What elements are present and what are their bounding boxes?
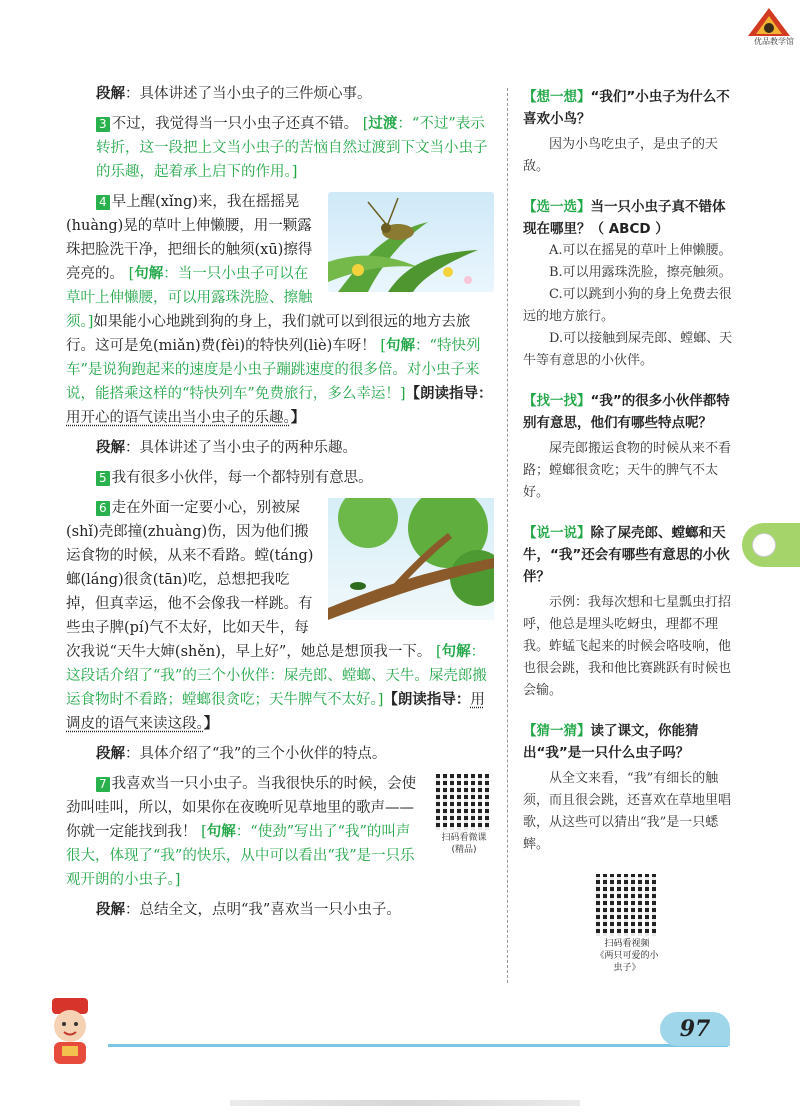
question-guess: 【猜一猜】读了课文，你能猜出“我”是一只什么虫子吗？ 从全文来看，“我”有细长的触须，而且很会跳，还喜欢在草地里唱歌，从这些可以猜出“我”是一只蟋蟀。 (523, 720, 733, 856)
annotation-text: 当一只小虫子可以在草叶上伸懒腰，可以用露珠洗脸、擦触须。 (66, 266, 313, 330)
page-number-badge (660, 1012, 730, 1046)
paragraph-number: 7 (96, 777, 110, 792)
qr-code-icon (436, 774, 492, 830)
paragraph-summary: 段解：具体讲述了当小虫子的两种乐趣。 (96, 440, 357, 456)
paragraph-summary: 段解：总结全文，点明“我”喜欢当一只小虫子。 (96, 902, 401, 918)
paragraph-6: 6 走在外面一定要小心，别被屎(shǐ)壳郎撞(zhuàng)伤，因为他们搬运食物的时候，从来不看路。螳(táng)螂(láng)很贪(tān)吃，总想把我吃掉，但真幸运，他不会像我一样跳。有些虫子脾(pí)气不太好，比如天牛，每次我说“天牛大婶(shěn)，早上好”，她总是想顶我一下。 [句解：这段话介绍了“我”的三个小伙伴：屎壳郎、螳螂、天牛。屎壳郎搬运食物时不看路；螳螂很贪吃；天牛脾气不太好。]【朗读指导：用调皮的语气来读这段。】 (66, 496, 494, 736)
annotation-text: “使劲”写出了“我”的叫声很大，体现了“我”的快乐，从中可以看出“我”是一只乐观开朗的小虫子。 (66, 824, 415, 888)
paragraph-summary: 段解：具体讲述了当小虫子的三件烦心事。 (96, 86, 372, 102)
tree-branch-illustration (328, 498, 494, 620)
annotation-label: 句解 (134, 266, 164, 282)
question-find: 【找一找】“我”的很多小伙伴都特别有意思，他们有哪些特点呢？ 屎壳郎搬运食物的时候从来不看路；螳螂很贪吃；天牛的脾气不太好。 (523, 390, 733, 504)
paragraph-5: 5 我有很多小伙伴，每一个都特别有意思。 (66, 466, 494, 490)
qr-code-microlesson[interactable]: 扫码看微课 (精品) (434, 774, 494, 856)
paragraph-number: 6 (96, 501, 110, 516)
annotation-label: 句解 (441, 644, 471, 660)
option-b: B.可以用露珠洗脸，擦亮触须。 (549, 265, 732, 280)
option-a: A.可以在摇晃的草叶上伸懒腰。 (549, 243, 732, 258)
annotation-text: “不过”表示转折，这一段把上文当小虫子的苦恼自然过渡到下文当小虫子的乐趣，起着承上启下的作用。 (96, 116, 488, 180)
scan-edge-strip (230, 1100, 580, 1106)
paragraph-number: 4 (96, 195, 110, 210)
annotation-text: 这段话介绍了“我”的三个小伙伴：屎壳郎、螳螂、天牛。屎壳郎搬运食物时不看路；螳螂很贪吃；天牛脾气不太好。 (66, 668, 487, 708)
paragraph-number: 5 (96, 471, 110, 486)
lesson-text-column (66, 82, 494, 928)
answer-text: 示例：我每次想和七星瓢虫打招呼，他总是埋头吃蚜虫，理都不理我。蚱蜢飞起来的时候会咯吱响，他也很会跳，我和他比赛跳跃有时候也会输。 (523, 595, 732, 698)
annotation-label: 句解 (386, 338, 416, 354)
mascot-illustration (38, 992, 102, 1068)
reading-guide-label: 朗读指导 (420, 386, 478, 402)
grasshopper-illustration (328, 192, 494, 292)
question-choose: 【选一选】当一只小虫子真不错体现在哪里？（ ABCD ） A.可以在摇晃的草叶上伸懒腰。 B.可以用露珠洗脸，擦亮触须。 C.可以跳到小狗的身上免费去很远的地方旅行。 D.可以接触到屎壳郎、螳螂、天牛等有意思的小伙伴。 (523, 196, 733, 372)
annotation-label: 句解 (206, 824, 236, 840)
paragraph-3: 3 不过，我觉得当一只小虫子还真不错。 [过渡：“不过”表示转折，这一段把上文当小虫子的苦恼自然过渡到下文当小虫子的乐趣，起着承上启下的作用。] (96, 116, 488, 180)
side-tab (742, 523, 800, 567)
answer-text: 屎壳郎搬运食物的时候从来不看路；螳螂很贪吃；天牛的脾气不太好。 (523, 441, 732, 500)
annotation-text: “特快列车”是说狗跑起来的速度是小虫子蹦跳速度的很多倍。对小虫子来说，能搭乘这样的“特快列车”免费旅行，多么幸运！ (66, 338, 481, 402)
paragraph-summary: 段解：具体介绍了“我”的三个小伙伴的特点。 (96, 746, 387, 762)
footer-line (108, 1044, 728, 1047)
reading-guide-text: 用开心的语气读出当小虫子的乐趣。 (66, 410, 291, 426)
paragraph-7: 扫码看微课 (精品) 7 我喜欢当一只小虫子。当我很快乐的时候，会使劲叫哇叫，所以，如果你在夜晚听见草地里的歌声——你就一定能找到我！ [句解：“使劲”写出了“我”的叫声很大，体现了“我”的快乐，从中可以看出“我”是一只乐观开朗的小虫子。] (66, 772, 494, 892)
question-think: 【想一想】“我们”小虫子为什么不喜欢小鸟？ 因为小鸟吃虫子，是虫子的天敌。 (523, 86, 733, 178)
column-divider (507, 88, 508, 983)
paragraph-4: 4 早上醒(xǐng)来，我在摇摇晃(huàng)晃的草叶上伸懒腰，用一颗露珠把脸洗干净，把细长的触须(xū)擦得亮亮的。 [句解：当一只小虫子可以在草叶上伸懒腰，可以用露珠洗脸、擦触须。]如果能小心地跳到狗的身上，我们就可以到很远的地方去旅行。这可是免(miǎn)费(fèi)的特快列(liè)车呀！ [句解：“特快列车”是说狗跑起来的速度是小虫子蹦跳速度的很多倍。对小虫子来说，能搭乘这样的“特快列车”免费旅行，多么幸运！]【朗读指导：用开心的语气读出当小虫子的乐趣。】 (66, 194, 493, 426)
annotation-label: 过渡 (368, 116, 398, 132)
option-d: D.可以接触到屎壳郎、螳螂、天牛等有意思的小伙伴。 (523, 331, 733, 368)
paragraph-number: 3 (96, 117, 110, 132)
reading-guide-label: 朗读指导 (397, 692, 456, 708)
question-say: 【说一说】除了屎壳郎、螳螂和天牛，“我”还会有哪些有意思的小伙伴？ 示例：我每次想和七星瓢虫打招呼，他总是埋头吃蚜虫，理都不理我。蚱蜢飞起来的时候会咯吱响，他也很会跳，我和他比赛跳跃有时候也会输。 (523, 522, 733, 702)
qr-code-video[interactable]: 扫码看视频 《两只可爱的小虫子》 (595, 874, 659, 974)
reading-guide-text: 用调皮的语气来读这段。 (66, 692, 485, 732)
question-column (523, 86, 733, 974)
page-number: 97 (679, 1016, 711, 1042)
bunny-icon (752, 533, 776, 557)
answer-text: 从全文来看，“我”有细长的触须，而且很会跳，还喜欢在草地里唱歌，从这些可以猜出“我”是一只蟋蟀。 (523, 771, 732, 852)
option-c: C.可以跳到小狗的身上免费去很远的地方旅行。 (523, 287, 732, 324)
answer-text: 因为小鸟吃虫子，是虫子的天敌。 (523, 137, 719, 174)
logo-caption: 优品教学馆 (754, 37, 794, 46)
qr-code-icon (596, 874, 658, 936)
